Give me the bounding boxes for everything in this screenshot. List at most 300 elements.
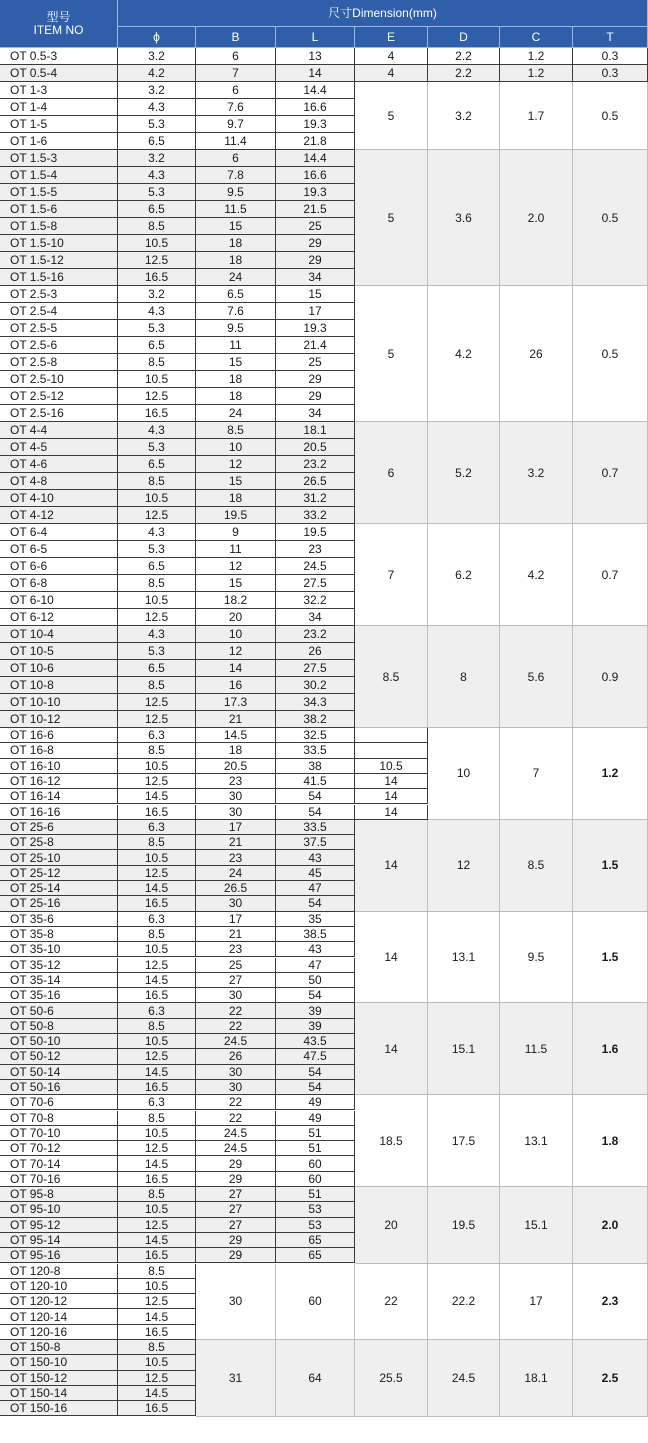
phi-cell: 6.5 bbox=[118, 337, 196, 354]
phi-cell: 12.5 bbox=[118, 694, 196, 711]
b-cell: 24.5 bbox=[196, 1126, 276, 1141]
d-cell: 4.2 bbox=[428, 286, 500, 422]
e-cell: 5 bbox=[355, 150, 428, 286]
item-no-cell: OT 95-14 bbox=[0, 1233, 118, 1248]
item-no-cell: OT 70-12 bbox=[0, 1141, 118, 1156]
b-cell: 18 bbox=[196, 371, 276, 388]
t-cell: 1.5 bbox=[573, 820, 648, 912]
l-cell: 14.4 bbox=[276, 150, 355, 167]
b-cell: 11.5 bbox=[196, 201, 276, 218]
l-cell: 54 bbox=[276, 805, 355, 820]
e-cell: 14 bbox=[355, 805, 428, 820]
item-no-cell: OT 6-8 bbox=[0, 575, 118, 592]
b-cell: 21 bbox=[196, 711, 276, 728]
phi-cell: 10.5 bbox=[118, 592, 196, 609]
b-cell: 12 bbox=[196, 456, 276, 473]
e-cell: 7 bbox=[355, 524, 428, 626]
phi-cell: 6.3 bbox=[118, 912, 196, 927]
item-no-cell: OT 25-8 bbox=[0, 835, 118, 850]
phi-cell: 12.5 bbox=[118, 711, 196, 728]
c-cell: 17 bbox=[500, 1264, 573, 1341]
phi-cell: 16.5 bbox=[118, 896, 196, 911]
item-no-cell: OT 0.5-3 bbox=[0, 48, 118, 65]
dimension-header: 尺寸Dimension(mm) bbox=[118, 0, 648, 27]
b-cell: 21 bbox=[196, 927, 276, 942]
b-cell: 20.5 bbox=[196, 759, 276, 774]
b-cell: 30 bbox=[196, 789, 276, 804]
phi-cell: 6.3 bbox=[118, 1003, 196, 1018]
l-cell: 32.5 bbox=[276, 728, 355, 743]
item-no-cell: OT 1-3 bbox=[0, 82, 118, 99]
phi-cell: 6.5 bbox=[118, 456, 196, 473]
item-no-cell: OT 35-10 bbox=[0, 942, 118, 957]
item-no-cell: OT 120-8 bbox=[0, 1264, 118, 1279]
item-no-cell: OT 2.5-6 bbox=[0, 337, 118, 354]
d-cell: 3.6 bbox=[428, 150, 500, 286]
l-cell: 41.5 bbox=[276, 774, 355, 789]
phi-cell: 12.5 bbox=[118, 507, 196, 524]
item-no-cell: OT 95-10 bbox=[0, 1202, 118, 1217]
phi-cell: 5.3 bbox=[118, 320, 196, 337]
b-cell: 30 bbox=[196, 805, 276, 820]
item-no-cell: OT 4-10 bbox=[0, 490, 118, 507]
l-cell: 54 bbox=[276, 1080, 355, 1095]
l-cell: 25 bbox=[276, 218, 355, 235]
phi-cell: 14.5 bbox=[118, 1309, 196, 1324]
t-cell: 2.5 bbox=[573, 1340, 648, 1417]
phi-cell: 10.5 bbox=[118, 759, 196, 774]
t-cell: 0.7 bbox=[573, 422, 648, 524]
b-cell: 30 bbox=[196, 1264, 276, 1341]
b-cell: 30 bbox=[196, 1080, 276, 1095]
phi-cell: 12.5 bbox=[118, 1371, 196, 1386]
b-cell: 22 bbox=[196, 1003, 276, 1018]
phi-cell: 14.5 bbox=[118, 1233, 196, 1248]
phi-cell: 16.5 bbox=[118, 1080, 196, 1095]
d-cell: 3.2 bbox=[428, 82, 500, 150]
b-cell: 12 bbox=[196, 558, 276, 575]
phi-cell: 12.5 bbox=[118, 1049, 196, 1064]
column-header-e: E bbox=[355, 27, 428, 48]
column-header-t: T bbox=[573, 27, 648, 48]
b-cell: 6 bbox=[196, 82, 276, 99]
item-no-cell: OT 50-14 bbox=[0, 1065, 118, 1080]
t-cell: 1.8 bbox=[573, 1095, 648, 1187]
b-cell: 27 bbox=[196, 973, 276, 988]
phi-cell: 8.5 bbox=[118, 575, 196, 592]
item-no-cell: OT 25-16 bbox=[0, 896, 118, 911]
item-no-cell: OT 6-6 bbox=[0, 558, 118, 575]
c-cell: 15.1 bbox=[500, 1187, 573, 1264]
item-no-cell: OT 16-10 bbox=[0, 759, 118, 774]
item-no-cell: OT 6-5 bbox=[0, 541, 118, 558]
b-cell: 24.5 bbox=[196, 1034, 276, 1049]
t-cell: 0.5 bbox=[573, 82, 648, 150]
l-cell: 43 bbox=[276, 850, 355, 865]
e-cell: 22 bbox=[355, 1264, 428, 1341]
t-cell: 1.2 bbox=[573, 728, 648, 820]
d-cell: 15.1 bbox=[428, 1003, 500, 1095]
d-cell: 13.1 bbox=[428, 912, 500, 1004]
b-cell: 11 bbox=[196, 337, 276, 354]
phi-cell: 4.3 bbox=[118, 524, 196, 541]
item-no-cell: OT 35-14 bbox=[0, 973, 118, 988]
c-cell: 1.2 bbox=[500, 65, 573, 82]
item-no-cell: OT 70-6 bbox=[0, 1095, 118, 1110]
item-no-cell: OT 35-6 bbox=[0, 912, 118, 927]
item-no-cell: OT 50-10 bbox=[0, 1034, 118, 1049]
b-cell: 16 bbox=[196, 677, 276, 694]
item-no-cell: OT 120-12 bbox=[0, 1294, 118, 1309]
b-cell: 18 bbox=[196, 388, 276, 405]
item-no-cell: OT 95-8 bbox=[0, 1187, 118, 1202]
phi-cell: 12.5 bbox=[118, 252, 196, 269]
phi-cell: 3.2 bbox=[118, 286, 196, 303]
b-cell: 24.5 bbox=[196, 1141, 276, 1156]
item-no-cell: OT 120-14 bbox=[0, 1309, 118, 1324]
t-cell: 0.5 bbox=[573, 150, 648, 286]
b-cell: 29 bbox=[196, 1172, 276, 1187]
l-cell: 29 bbox=[276, 371, 355, 388]
l-cell: 43 bbox=[276, 942, 355, 957]
phi-cell: 5.3 bbox=[118, 541, 196, 558]
phi-cell: 8.5 bbox=[118, 1340, 196, 1355]
phi-cell: 10.5 bbox=[118, 1355, 196, 1370]
l-cell: 64 bbox=[276, 1340, 355, 1417]
l-cell: 53 bbox=[276, 1202, 355, 1217]
l-cell: 53 bbox=[276, 1218, 355, 1233]
item-no-cell: OT 150-10 bbox=[0, 1355, 118, 1370]
item-no-cell: OT 2.5-4 bbox=[0, 303, 118, 320]
d-cell: 12 bbox=[428, 820, 500, 912]
phi-cell: 8.5 bbox=[118, 473, 196, 490]
l-cell: 60 bbox=[276, 1264, 355, 1341]
t-cell: 0.9 bbox=[573, 626, 648, 728]
item-no-cell: OT 95-12 bbox=[0, 1218, 118, 1233]
l-cell: 23.2 bbox=[276, 456, 355, 473]
l-cell: 47 bbox=[276, 958, 355, 973]
phi-cell: 10.5 bbox=[118, 235, 196, 252]
l-cell: 65 bbox=[276, 1233, 355, 1248]
d-cell: 10 bbox=[428, 728, 500, 820]
phi-cell: 6.3 bbox=[118, 1095, 196, 1110]
phi-cell: 8.5 bbox=[118, 1187, 196, 1202]
b-cell: 23 bbox=[196, 942, 276, 957]
t-cell: 0.5 bbox=[573, 286, 648, 422]
l-cell: 19.3 bbox=[276, 184, 355, 201]
item-no-cell: OT 1.5-6 bbox=[0, 201, 118, 218]
phi-cell: 10.5 bbox=[118, 490, 196, 507]
item-no-cell: OT 2.5-8 bbox=[0, 354, 118, 371]
item-no-cell: OT 70-16 bbox=[0, 1172, 118, 1187]
b-cell: 18 bbox=[196, 252, 276, 269]
b-cell: 6.5 bbox=[196, 286, 276, 303]
c-cell: 26 bbox=[500, 286, 573, 422]
item-no-cell: OT 4-12 bbox=[0, 507, 118, 524]
l-cell: 47 bbox=[276, 881, 355, 896]
l-cell: 39 bbox=[276, 1003, 355, 1018]
item-no-cell: OT 1.5-5 bbox=[0, 184, 118, 201]
phi-cell: 4.3 bbox=[118, 167, 196, 184]
d-cell: 19.5 bbox=[428, 1187, 500, 1264]
l-cell: 29 bbox=[276, 252, 355, 269]
b-cell: 29 bbox=[196, 1156, 276, 1171]
e-cell: 14 bbox=[355, 820, 428, 912]
e-cell: 4 bbox=[355, 48, 428, 65]
phi-cell: 6.5 bbox=[118, 133, 196, 150]
b-cell: 17.3 bbox=[196, 694, 276, 711]
item-no-cell: OT 50-6 bbox=[0, 1003, 118, 1018]
item-no-cell: OT 6-4 bbox=[0, 524, 118, 541]
phi-cell: 5.3 bbox=[118, 116, 196, 133]
b-cell: 9.7 bbox=[196, 116, 276, 133]
l-cell: 34 bbox=[276, 609, 355, 626]
e-cell: 5 bbox=[355, 82, 428, 150]
item-no-cell: OT 1.5-16 bbox=[0, 269, 118, 286]
e-cell: 25.5 bbox=[355, 1340, 428, 1417]
t-cell: 2.0 bbox=[573, 1187, 648, 1264]
phi-cell: 16.5 bbox=[118, 269, 196, 286]
item-no-header-cn: 型号 bbox=[46, 9, 71, 24]
b-cell: 6 bbox=[196, 48, 276, 65]
phi-cell: 14.5 bbox=[118, 1065, 196, 1080]
phi-cell: 4.3 bbox=[118, 422, 196, 439]
e-cell: 6 bbox=[355, 422, 428, 524]
b-cell: 9.5 bbox=[196, 320, 276, 337]
c-cell: 9.5 bbox=[500, 912, 573, 1004]
t-cell: 2.3 bbox=[573, 1264, 648, 1341]
b-cell: 17 bbox=[196, 912, 276, 927]
item-no-cell: OT 16-8 bbox=[0, 743, 118, 758]
l-cell: 49 bbox=[276, 1111, 355, 1126]
phi-cell: 10.5 bbox=[118, 1279, 196, 1294]
phi-cell: 12.5 bbox=[118, 1141, 196, 1156]
phi-cell: 8.5 bbox=[118, 835, 196, 850]
l-cell: 19.3 bbox=[276, 320, 355, 337]
item-no-cell: OT 35-16 bbox=[0, 988, 118, 1003]
b-cell: 10 bbox=[196, 626, 276, 643]
e-cell: 14 bbox=[355, 1003, 428, 1095]
d-cell: 2.2 bbox=[428, 48, 500, 65]
b-cell: 31 bbox=[196, 1340, 276, 1417]
b-cell: 15 bbox=[196, 218, 276, 235]
b-cell: 26.5 bbox=[196, 881, 276, 896]
phi-cell: 10.5 bbox=[118, 1202, 196, 1217]
item-no-cell: OT 10-5 bbox=[0, 643, 118, 660]
phi-cell: 8.5 bbox=[118, 1111, 196, 1126]
l-cell: 23 bbox=[276, 541, 355, 558]
b-cell: 18 bbox=[196, 235, 276, 252]
l-cell: 60 bbox=[276, 1156, 355, 1171]
item-no-cell: OT 50-8 bbox=[0, 1019, 118, 1034]
l-cell: 19.3 bbox=[276, 116, 355, 133]
l-cell: 54 bbox=[276, 988, 355, 1003]
item-no-cell: OT 2.5-16 bbox=[0, 405, 118, 422]
c-cell: 1.7 bbox=[500, 82, 573, 150]
phi-cell: 16.5 bbox=[118, 405, 196, 422]
b-cell: 22 bbox=[196, 1019, 276, 1034]
phi-cell: 12.5 bbox=[118, 1294, 196, 1309]
item-no-cell: OT 95-16 bbox=[0, 1248, 118, 1263]
item-no-cell: OT 2.5-12 bbox=[0, 388, 118, 405]
b-cell: 20 bbox=[196, 609, 276, 626]
phi-cell: 3.2 bbox=[118, 150, 196, 167]
b-cell: 9 bbox=[196, 524, 276, 541]
item-no-cell: OT 10-10 bbox=[0, 694, 118, 711]
item-no-cell: OT 4-5 bbox=[0, 439, 118, 456]
item-no-cell: OT 70-14 bbox=[0, 1156, 118, 1171]
phi-cell: 10.5 bbox=[118, 942, 196, 957]
c-cell: 3.2 bbox=[500, 422, 573, 524]
l-cell: 43.5 bbox=[276, 1034, 355, 1049]
item-no-cell: OT 1.5-3 bbox=[0, 150, 118, 167]
phi-cell: 12.5 bbox=[118, 1218, 196, 1233]
l-cell: 65 bbox=[276, 1248, 355, 1263]
phi-cell: 14.5 bbox=[118, 789, 196, 804]
l-cell: 21.5 bbox=[276, 201, 355, 218]
c-cell: 13.1 bbox=[500, 1095, 573, 1187]
l-cell: 50 bbox=[276, 973, 355, 988]
phi-cell: 6.3 bbox=[118, 820, 196, 835]
item-no-cell: OT 150-8 bbox=[0, 1340, 118, 1355]
l-cell: 14 bbox=[276, 65, 355, 82]
phi-cell: 10.5 bbox=[118, 850, 196, 865]
b-cell: 25 bbox=[196, 958, 276, 973]
item-no-cell: OT 70-8 bbox=[0, 1111, 118, 1126]
b-cell: 30 bbox=[196, 896, 276, 911]
b-cell: 7.6 bbox=[196, 303, 276, 320]
item-no-cell: OT 10-4 bbox=[0, 626, 118, 643]
b-cell: 23 bbox=[196, 850, 276, 865]
e-cell: 14 bbox=[355, 912, 428, 1004]
l-cell: 60 bbox=[276, 1172, 355, 1187]
b-cell: 18 bbox=[196, 490, 276, 507]
l-cell: 34.3 bbox=[276, 694, 355, 711]
phi-cell: 12.5 bbox=[118, 866, 196, 881]
item-no-cell: OT 150-12 bbox=[0, 1371, 118, 1386]
phi-cell: 5.3 bbox=[118, 439, 196, 456]
item-no-cell: OT 1.5-8 bbox=[0, 218, 118, 235]
l-cell: 20.5 bbox=[276, 439, 355, 456]
l-cell: 29 bbox=[276, 235, 355, 252]
b-cell: 27 bbox=[196, 1218, 276, 1233]
b-cell: 23 bbox=[196, 774, 276, 789]
b-cell: 10 bbox=[196, 439, 276, 456]
l-cell: 45 bbox=[276, 866, 355, 881]
l-cell: 35 bbox=[276, 912, 355, 927]
phi-cell: 10.5 bbox=[118, 1126, 196, 1141]
phi-cell: 14.5 bbox=[118, 1386, 196, 1401]
phi-cell: 10.5 bbox=[118, 371, 196, 388]
d-cell: 17.5 bbox=[428, 1095, 500, 1187]
item-no-cell: OT 4-6 bbox=[0, 456, 118, 473]
e-cell: 18.5 bbox=[355, 1095, 428, 1187]
phi-cell: 8.5 bbox=[118, 677, 196, 694]
phi-cell: 6.5 bbox=[118, 558, 196, 575]
c-cell: 4.2 bbox=[500, 524, 573, 626]
b-cell: 6 bbox=[196, 150, 276, 167]
d-cell: 24.5 bbox=[428, 1340, 500, 1417]
c-cell: 11.5 bbox=[500, 1003, 573, 1095]
l-cell: 38 bbox=[276, 759, 355, 774]
item-no-cell: OT 10-12 bbox=[0, 711, 118, 728]
l-cell: 21.4 bbox=[276, 337, 355, 354]
b-cell: 17 bbox=[196, 820, 276, 835]
phi-cell: 8.5 bbox=[118, 354, 196, 371]
phi-cell: 12.5 bbox=[118, 609, 196, 626]
c-cell: 7 bbox=[500, 728, 573, 820]
b-cell: 30 bbox=[196, 1065, 276, 1080]
item-no-cell: OT 1-5 bbox=[0, 116, 118, 133]
d-cell: 8 bbox=[428, 626, 500, 728]
item-no-cell: OT 25-14 bbox=[0, 881, 118, 896]
l-cell: 32.2 bbox=[276, 592, 355, 609]
phi-cell: 6.3 bbox=[118, 728, 196, 743]
item-no-cell: OT 4-4 bbox=[0, 422, 118, 439]
l-cell: 14.4 bbox=[276, 82, 355, 99]
c-cell: 1.2 bbox=[500, 48, 573, 65]
t-cell: 0.3 bbox=[573, 65, 648, 82]
l-cell: 16.6 bbox=[276, 99, 355, 116]
phi-cell: 8.5 bbox=[118, 1264, 196, 1279]
phi-cell: 14.5 bbox=[118, 1156, 196, 1171]
item-no-cell: OT 4-8 bbox=[0, 473, 118, 490]
e-cell: 14 bbox=[355, 789, 428, 804]
b-cell: 15 bbox=[196, 354, 276, 371]
b-cell: 29 bbox=[196, 1248, 276, 1263]
b-cell: 26 bbox=[196, 1049, 276, 1064]
phi-cell: 4.3 bbox=[118, 626, 196, 643]
item-no-header bbox=[0, 0, 118, 48]
item-no-cell: OT 1-4 bbox=[0, 99, 118, 116]
l-cell: 51 bbox=[276, 1141, 355, 1156]
l-cell: 27.5 bbox=[276, 660, 355, 677]
l-cell: 34 bbox=[276, 405, 355, 422]
b-cell: 14.5 bbox=[196, 728, 276, 743]
phi-cell: 16.5 bbox=[118, 805, 196, 820]
item-no-cell: OT 16-14 bbox=[0, 789, 118, 804]
item-no-cell: OT 120-16 bbox=[0, 1325, 118, 1340]
item-no-cell: OT 2.5-10 bbox=[0, 371, 118, 388]
l-cell: 21.8 bbox=[276, 133, 355, 150]
c-cell: 18.1 bbox=[500, 1340, 573, 1417]
phi-cell: 8.5 bbox=[118, 1019, 196, 1034]
l-cell: 19.5 bbox=[276, 524, 355, 541]
l-cell: 54 bbox=[276, 789, 355, 804]
e-cell bbox=[355, 728, 428, 743]
l-cell: 39 bbox=[276, 1019, 355, 1034]
l-cell: 34 bbox=[276, 269, 355, 286]
item-no-cell: OT 16-12 bbox=[0, 774, 118, 789]
e-cell: 5 bbox=[355, 286, 428, 422]
d-cell: 6.2 bbox=[428, 524, 500, 626]
phi-cell: 6.5 bbox=[118, 201, 196, 218]
phi-cell: 12.5 bbox=[118, 774, 196, 789]
phi-cell: 5.3 bbox=[118, 643, 196, 660]
item-no-cell: OT 25-6 bbox=[0, 820, 118, 835]
item-no-cell: OT 1.5-4 bbox=[0, 167, 118, 184]
column-header-b: B bbox=[196, 27, 276, 48]
item-no-cell: OT 2.5-3 bbox=[0, 286, 118, 303]
d-cell: 2.2 bbox=[428, 65, 500, 82]
l-cell: 16.6 bbox=[276, 167, 355, 184]
item-no-cell: OT 0.5-4 bbox=[0, 65, 118, 82]
c-cell: 5.6 bbox=[500, 626, 573, 728]
phi-cell: 16.5 bbox=[118, 1172, 196, 1187]
item-no-cell: OT 35-12 bbox=[0, 958, 118, 973]
l-cell: 24.5 bbox=[276, 558, 355, 575]
phi-cell: 4.3 bbox=[118, 99, 196, 116]
